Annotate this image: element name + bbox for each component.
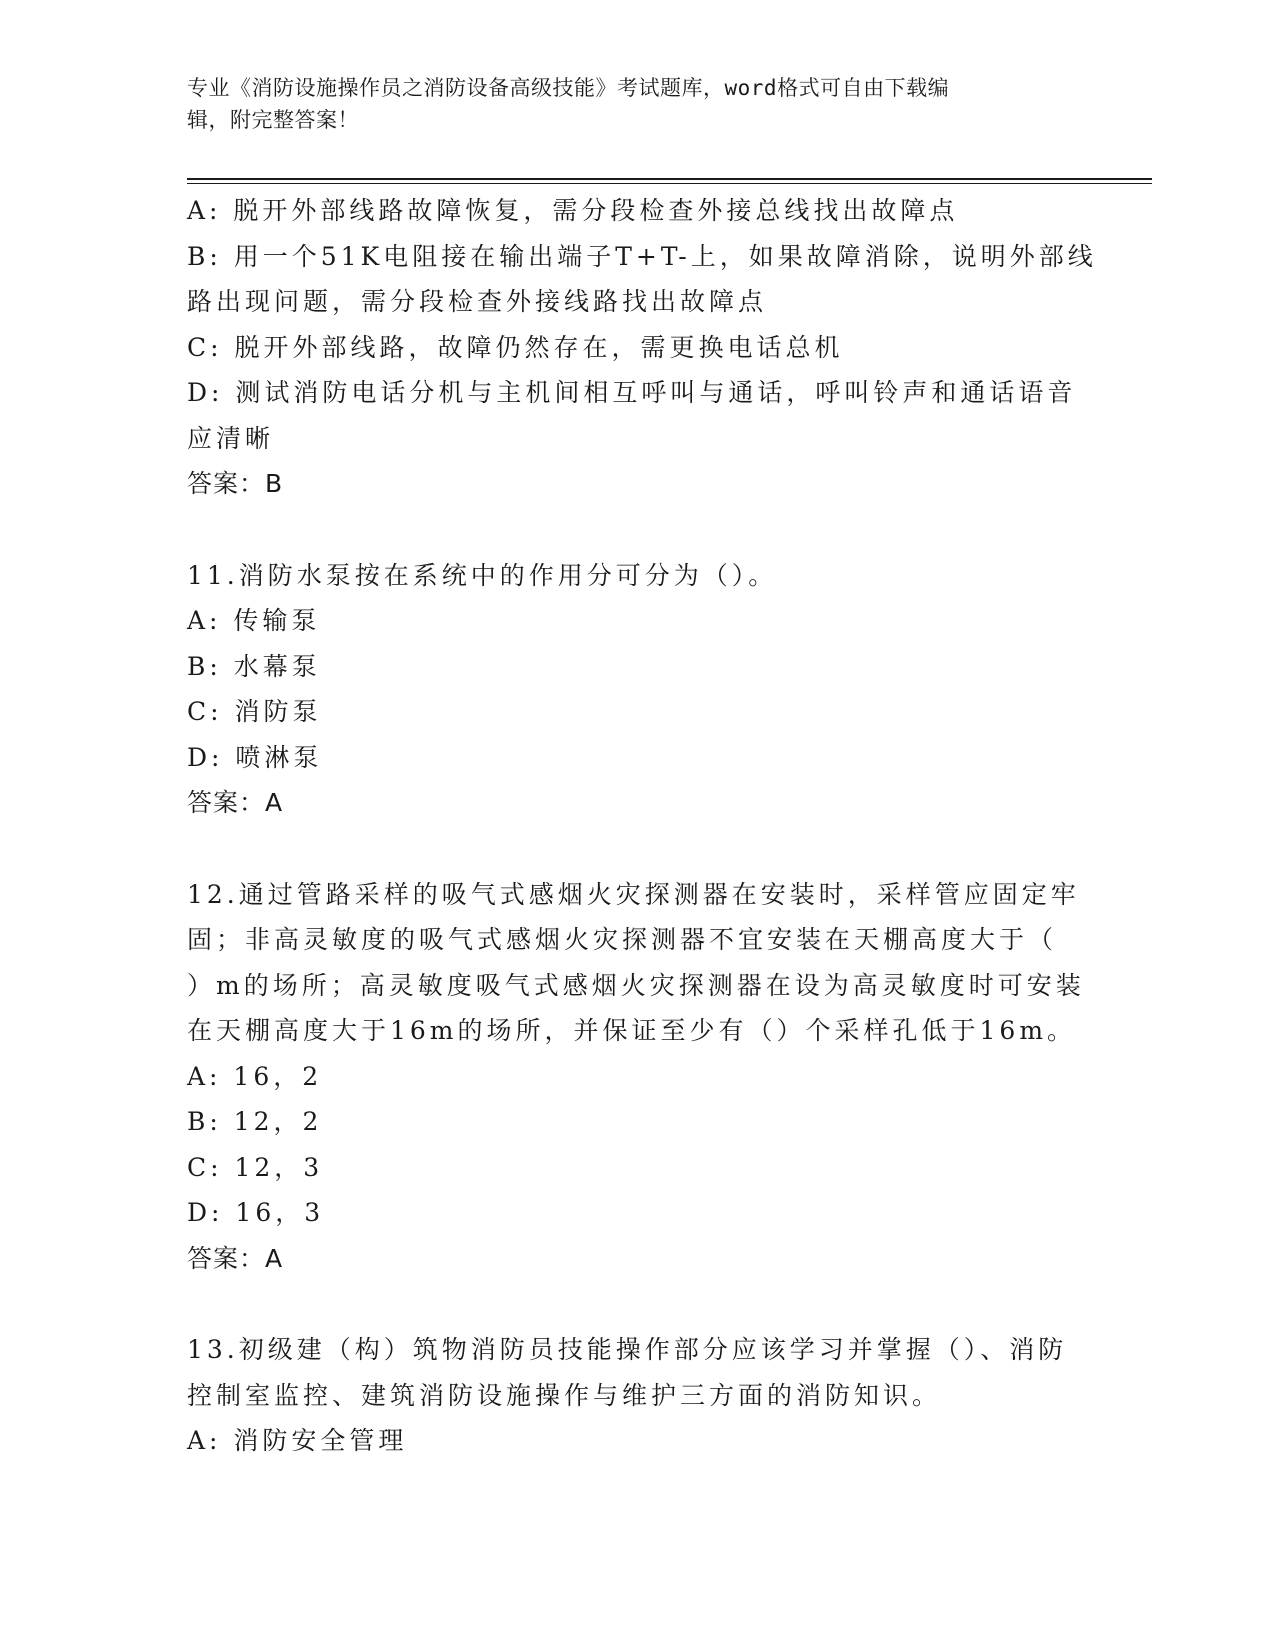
question-stem-line: 控制室监控、建筑消防设施操作与维护三方面的消防知识。 <box>187 1380 942 1410</box>
option-line: 路出现问题，需分段检查外接线路找出故障点 <box>187 287 768 316</box>
question-11 <box>187 553 1087 826</box>
header-rule-thick <box>187 178 1152 180</box>
option-line: C: 脱开外部线路，故障仍然存在，需更换电话总机 <box>187 332 844 362</box>
option-a: A: 传输泵 <box>187 606 321 635</box>
question-content <box>187 188 1097 1464</box>
option-line: D: 测试消防电话分机与主机间相互呼叫与通话，呼叫铃声和通话语音 <box>187 378 1077 407</box>
answer-label: 答案：B <box>187 469 284 498</box>
option-a <box>187 188 1087 234</box>
option-b: B: 水幕泵 <box>187 651 321 681</box>
option-b <box>187 234 1097 325</box>
question-stem-line: 13.初级建（构）筑物消防员技能操作部分应该学习并掌握（）、消防 <box>187 1335 1068 1364</box>
option-b: B: 12，2 <box>187 1107 323 1136</box>
spacer <box>187 507 1087 553</box>
question-stem-line: ）m的场所；高灵敏度吸气式感烟火灾探测器在设为高灵敏度时可安装 <box>187 970 1085 1000</box>
option-c: C: 12，3 <box>187 1152 324 1182</box>
question-stem: 11.消防水泵按在系统中的作用分可分为（）。 <box>187 560 778 590</box>
option-a: A: 16，2 <box>187 1061 323 1091</box>
option-c <box>187 325 1087 371</box>
header-line-2: 辑，附完整答案！ <box>187 108 359 132</box>
answer-label: 答案：A <box>187 788 284 817</box>
question-13 <box>187 1327 1087 1464</box>
option-line: 应清晰 <box>187 423 275 453</box>
option-a: A: 消防安全管理 <box>187 1426 408 1455</box>
question-10 <box>187 188 1097 507</box>
spacer <box>187 826 1087 872</box>
question-stem-line: 12.通过管路采样的吸气式感烟火灾探测器在安装时，采样管应固定牢 <box>187 879 1080 909</box>
question-12 <box>187 872 1087 1282</box>
option-c: C: 消防泵 <box>187 697 322 726</box>
document-header <box>187 72 1067 136</box>
option-line: A: 脱开外部线路故障恢复，需分段检查外接总线找出故障点 <box>187 196 959 225</box>
header-line-1: 专业《消防设施操作员之消防设备高级技能》考试题库，word格式可自由下载编 <box>187 76 950 100</box>
option-d: D: 16，3 <box>187 1198 325 1227</box>
option-d <box>187 370 1087 461</box>
question-stem-line: 在天棚高度大于16m的场所，并保证至少有（）个采样孔低于16m。 <box>187 1016 1077 1045</box>
option-line: B: 用一个51K电阻接在输出端子T+T-上，如果故障消除，说明外部线 <box>187 241 1097 271</box>
option-d: D: 喷淋泵 <box>187 742 323 772</box>
spacer <box>187 1281 1087 1327</box>
question-stem-line: 固；非高灵敏度的吸气式感烟火灾探测器不宜安装在天棚高度大于（ <box>187 925 1058 954</box>
answer-label: 答案：A <box>187 1243 284 1273</box>
header-rule-thin <box>187 183 1152 184</box>
